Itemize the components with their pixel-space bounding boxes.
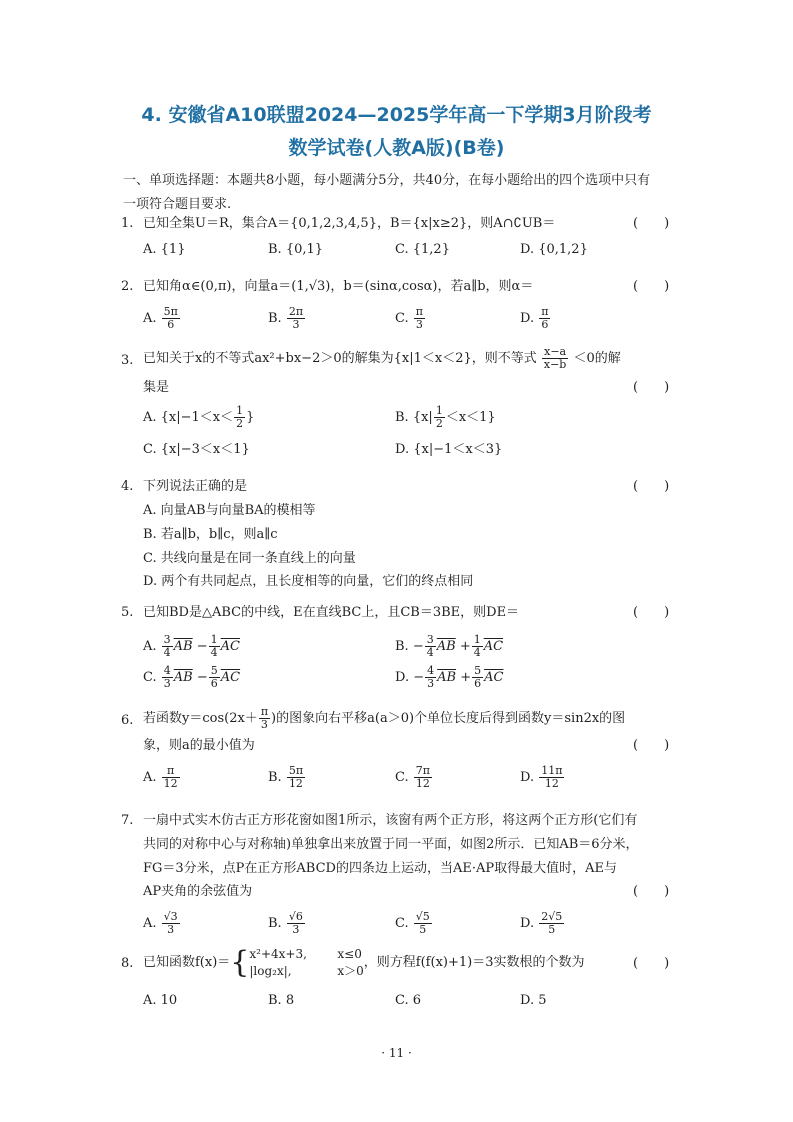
sign: + <box>460 670 472 685</box>
denominator: 12 <box>163 777 178 790</box>
numerator: 3 <box>426 633 434 646</box>
question-stem-line-2: 共同的对称中心与对称轴)单独拿出来放置于同一平面，如图2所示．已知AB＝6分米， <box>143 837 639 852</box>
question-number: 6. <box>121 713 134 728</box>
question-number: 1. <box>121 216 134 231</box>
case-expression: x²+4x+3, <box>249 947 307 961</box>
option-b: B. {0,1} <box>268 242 324 257</box>
denominator: 4 <box>210 646 218 659</box>
option-label: A. <box>143 770 157 785</box>
option-text: ＜x＜1} <box>445 410 496 425</box>
question-number: 5. <box>121 605 134 620</box>
fraction <box>414 306 425 331</box>
vector: $\overline{AB}$ <box>436 639 456 654</box>
answer-blank: ( ) <box>633 738 670 753</box>
question-stem <box>143 706 625 731</box>
answer-blank: ( ) <box>633 380 670 395</box>
fraction <box>162 634 173 659</box>
vector: $\overline{AB}$ <box>173 670 193 685</box>
sign: − <box>196 670 208 685</box>
denominator: 3 <box>167 923 175 936</box>
option-label: B. <box>395 639 409 654</box>
question-number: 7. <box>121 813 134 828</box>
numerator: √6 <box>288 910 303 923</box>
question-number: 2. <box>121 279 134 294</box>
question-stem: 已知角α∈(0,π)，向量a＝(1,√3)，b＝(sinα,cosα)，若a∥b，则α＝ <box>143 279 534 294</box>
fraction <box>425 634 436 659</box>
option-label: A. <box>143 916 157 931</box>
question-stem: 已知全集U＝R，集合A＝{0,1,2,3,4,5}，B＝{x|x≥2}，则A∩∁UB＝ <box>143 216 556 231</box>
option-a <box>143 911 181 936</box>
denominator: 12 <box>544 777 559 790</box>
stem-part: )的图象向右平移a(a＞0)个单位长度后得到函数y＝sin2x的图 <box>271 711 626 726</box>
fraction <box>259 706 270 731</box>
option-label: D. <box>395 670 410 685</box>
left-brace: { <box>230 945 250 980</box>
piecewise-cases <box>249 946 363 980</box>
option-b <box>395 405 496 430</box>
fraction <box>162 665 173 690</box>
option-label: B. <box>268 770 282 785</box>
option-c <box>143 665 240 690</box>
vector: $\overline{AC}$ <box>483 639 504 654</box>
denominator: x−b <box>543 358 567 371</box>
answer-blank: ( ) <box>633 884 670 899</box>
option-label: C. <box>395 311 409 326</box>
denominator: 3 <box>415 318 423 331</box>
option-a <box>143 765 181 790</box>
fraction <box>425 665 436 690</box>
numerator: x−a <box>542 346 568 359</box>
fraction <box>539 911 564 936</box>
question-number: 8. <box>121 956 134 971</box>
option-c <box>395 765 433 790</box>
numerator: 11π <box>541 764 563 777</box>
question-stem <box>143 945 584 983</box>
fraction <box>472 665 483 690</box>
answer-blank: ( ) <box>633 605 670 620</box>
option-c: C. {1,2} <box>395 242 450 257</box>
fraction <box>287 306 305 331</box>
option-d <box>520 765 565 790</box>
option-a <box>143 306 181 331</box>
stem-part: ＜0的解 <box>573 351 621 366</box>
denominator: 2 <box>236 417 244 430</box>
numerator: 5π <box>288 764 304 777</box>
option-text: B. {x| <box>395 410 433 425</box>
option-text: A. {x|−1＜x＜ <box>143 410 234 425</box>
question-stem <box>143 346 621 371</box>
fraction <box>414 911 432 936</box>
option-label: B. <box>268 916 282 931</box>
answer-blank: ( ) <box>633 479 670 494</box>
numerator: π <box>260 705 269 718</box>
fraction <box>472 634 483 659</box>
option-b: B. 8 <box>268 993 295 1008</box>
sign: − <box>412 639 424 654</box>
case-1 <box>249 946 363 963</box>
option-a: A. 向量AB与向量BA的模相等 <box>143 503 316 518</box>
option-label: A. <box>143 639 157 654</box>
option-label: B. <box>268 311 282 326</box>
denominator: 12 <box>288 777 303 790</box>
numerator: 5π <box>163 305 178 318</box>
option-d <box>395 665 503 690</box>
option-b <box>268 765 306 790</box>
fraction <box>287 765 305 790</box>
numerator: π <box>415 305 423 318</box>
denominator: 6 <box>474 677 482 690</box>
numerator: 1 <box>210 633 218 646</box>
case-2 <box>249 963 363 980</box>
answer-blank: ( ) <box>633 216 670 231</box>
question-stem: 已知BD是△ABC的中线，E在直线BC上，且CB＝3BE，则DE＝ <box>143 605 520 620</box>
section-instruction-2: 一项符合题目要求. <box>123 197 232 212</box>
numerator: √3 <box>163 910 178 923</box>
option-b <box>268 306 306 331</box>
vector: $\overline{AC}$ <box>220 639 241 654</box>
option-a <box>143 405 254 430</box>
fraction <box>162 306 180 331</box>
option-d: D. {x|−1＜x＜3} <box>395 442 503 457</box>
denominator: 6 <box>210 677 218 690</box>
title-line-2: 数学试卷(人教A版)(B卷) <box>288 137 505 159</box>
option-d <box>520 306 551 331</box>
page-number: · 11 · <box>381 1046 412 1060</box>
numerator: 4 <box>163 664 171 677</box>
case-condition: x≤0 <box>337 947 362 961</box>
fraction <box>539 765 564 790</box>
option-d: D. {0,1,2} <box>520 242 588 257</box>
option-b <box>268 911 306 936</box>
fraction <box>542 346 568 371</box>
option-text: } <box>246 410 255 425</box>
fraction <box>209 634 220 659</box>
numerator: π <box>162 765 180 778</box>
numerator: √5 <box>415 910 430 923</box>
stem-part: 已知关于x的不等式ax²+bx−2＞0的解集为{x|1＜x＜2}，则不等式 <box>143 351 537 366</box>
fraction <box>434 405 445 430</box>
numerator: 3 <box>163 633 171 646</box>
option-d: D. 两个有共同起点，且长度相等的向量，它们的终点相同 <box>143 574 474 589</box>
numerator: 2π <box>288 305 304 318</box>
sign: − <box>196 639 208 654</box>
option-label: D. <box>520 770 535 785</box>
vector: $\overline{AB}$ <box>173 639 193 654</box>
numerator: 7π <box>415 764 430 777</box>
numerator: 2√5 <box>541 910 563 923</box>
option-label: D. <box>520 916 535 931</box>
denominator: 12 <box>415 777 430 790</box>
option-c <box>395 911 433 936</box>
denominator: 2 <box>435 417 443 430</box>
option-d: D. 5 <box>520 993 547 1008</box>
denominator: 4 <box>426 646 434 659</box>
question-stem-line-1: 一扇中式实木仿古正方形花窗如图1所示，该窗有两个正方形，将这两个正方形(它们有 <box>143 813 638 828</box>
fraction <box>287 911 305 936</box>
stem-part: 若函数y＝cos(2x＋ <box>143 711 258 726</box>
denominator: 4 <box>473 646 481 659</box>
denominator: 3 <box>292 318 300 331</box>
option-b <box>395 634 503 659</box>
numerator: π <box>541 305 549 318</box>
fraction <box>162 911 180 936</box>
option-a <box>143 634 240 659</box>
option-c: C. {x|−3＜x＜1} <box>143 442 250 457</box>
fraction <box>162 765 180 790</box>
fraction <box>209 665 220 690</box>
fraction <box>234 405 245 430</box>
title-line-1: 4. 安徽省A10联盟2024—2025学年高一下学期3月阶段考 <box>141 104 652 126</box>
denominator: 6 <box>167 318 175 331</box>
denominator: 3 <box>292 923 300 936</box>
sign: + <box>459 639 471 654</box>
option-d <box>520 911 565 936</box>
question-number: 4. <box>121 479 134 494</box>
option-c: C. 共线向量是在同一条直线上的向量 <box>143 551 356 566</box>
question-stem-line-2: 集是 <box>143 380 170 395</box>
option-label: C. <box>395 770 409 785</box>
option-label: D. <box>520 311 535 326</box>
question-number: 3. <box>121 353 134 368</box>
vector: $\overline{AB}$ <box>437 670 457 685</box>
denominator: 3 <box>260 718 268 731</box>
denominator: 6 <box>541 318 549 331</box>
case-condition: x＞0 <box>337 964 364 978</box>
stem-part: 已知函数f(x)＝ <box>143 955 231 970</box>
option-label: C. <box>395 916 409 931</box>
option-label: C. <box>143 670 157 685</box>
numerator: 4 <box>427 664 435 677</box>
fraction <box>539 306 550 331</box>
question-stem-line-4: AP夹角的余弦值为 <box>143 884 253 899</box>
denominator: 5 <box>419 923 427 936</box>
vector: $\overline{AC}$ <box>220 670 241 685</box>
option-c: C. 6 <box>395 993 422 1008</box>
case-expression: |log₂x|, <box>249 964 292 978</box>
denominator: 3 <box>427 677 435 690</box>
answer-blank: ( ) <box>633 956 670 971</box>
denominator: 3 <box>163 677 171 690</box>
sign: − <box>413 670 425 685</box>
option-a: A. 10 <box>143 993 178 1008</box>
numerator: 1 <box>435 404 443 417</box>
vector: $\overline{AC}$ <box>484 670 504 685</box>
option-c <box>395 306 426 331</box>
denominator: 5 <box>548 923 556 936</box>
option-a: A. {1} <box>143 242 186 257</box>
answer-blank: ( ) <box>633 279 670 294</box>
stem-part: ，则方程f(f(x)+1)＝3实数根的个数为 <box>363 955 585 970</box>
option-label: A. <box>143 311 157 326</box>
question-stem-line-3: FG＝3分米，点P在正方形ABCD的四条边上运动，当AE·AP取得最大值时，AE与 <box>143 861 617 876</box>
denominator: 4 <box>163 646 171 659</box>
fraction <box>414 765 432 790</box>
option-b: B. 若a∥b，b∥c，则a∥c <box>143 527 278 542</box>
numerator: 1 <box>473 633 481 646</box>
numerator: 5 <box>210 664 218 677</box>
numerator: 1 <box>236 404 244 417</box>
section-instruction-1: 一、单项选择题：本题共8小题，每小题满分5分，共40分，在每小题给出的四个选项中只有 <box>123 173 651 188</box>
question-stem-line-2: 象，则a的最小值为 <box>143 738 255 753</box>
question-stem: 下列说法正确的是 <box>143 479 248 494</box>
numerator: 5 <box>474 664 482 677</box>
